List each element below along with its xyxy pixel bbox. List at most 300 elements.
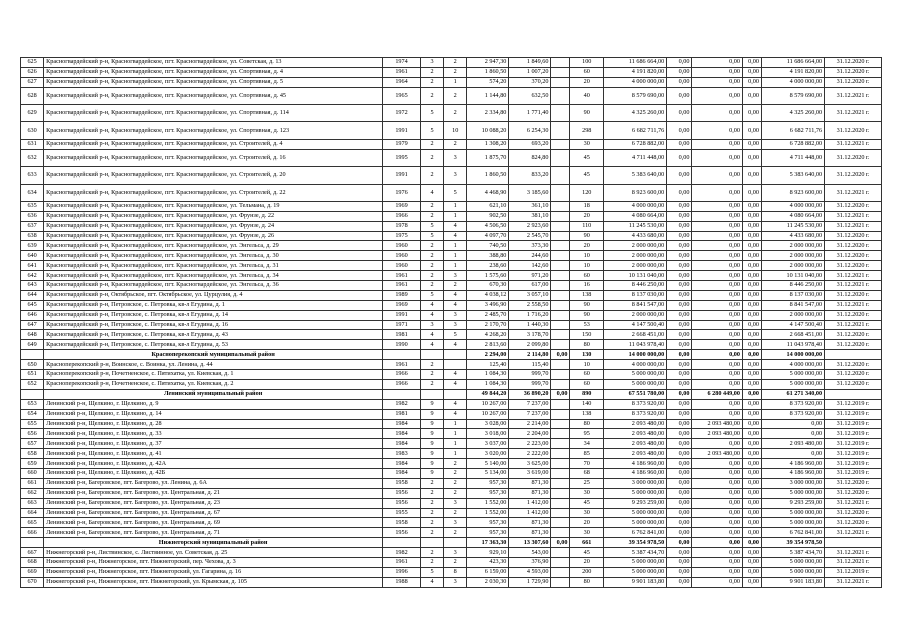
cell-year: 1971 [383,320,421,330]
cell-c12: 2 093 480,00 [761,439,824,449]
cell-c11: 0,00 [742,548,761,558]
cell-address: Ленинский р-н, Багеровское, пгт. Багерово, ул. Ленина, д. 6А [44,478,383,488]
cell-c11: 0,00 [742,429,761,439]
table-row [21,271,882,281]
cell-cost: 10 131 040,00 [604,271,667,281]
cell-area_total: 4 038,12 [467,290,509,300]
cell-c13: 31.12.2020 г. [825,251,882,261]
cell-area_living: 376,90 [509,557,551,567]
cell-c9: 0,00 [667,67,692,77]
cell-floors: 2 [420,528,443,538]
cell-c10: 0,00 [692,577,743,587]
cell-area_living: 115,40 [509,360,551,370]
cell-area_total: 2 030,30 [467,577,509,587]
cell-year: 1981 [383,409,421,419]
cell-address: Ленинский р-н, Багеровское, пгт. Багерово, ул. Центральная, д. 71 [44,528,383,538]
cell-c12: 14 000 000,00 [761,350,824,360]
cell-year: 1996 [383,567,421,577]
cell-c9: 0,00 [667,488,692,498]
cell-c9: 0,00 [667,241,692,251]
cell-area_total: 4 506,50 [467,221,509,231]
cell-area_living: 971,20 [509,271,551,281]
cell-c6 [551,201,570,211]
cell-c13: 31.12.2019 г. [825,409,882,419]
cell-year: 1984 [383,468,421,478]
cell-address: Красногвардейский р-н, Красногвардейское, пгт. Красногвардейское, ул. Фрунзе, д. 24 [44,221,383,231]
cell-year: 1964 [383,77,421,87]
cell-floors: 4 [420,577,443,587]
cell-c10: 0,00 [692,310,743,320]
cell-entrances: 2 [444,139,467,149]
cell-area_total: 574,20 [467,77,509,87]
cell-entrances: 2 [444,105,467,122]
cell-floors: 2 [420,211,443,221]
table-row [21,379,882,389]
cell-residents: 140 [570,399,604,409]
cell-c13: 31.12.2020 г. [825,518,882,528]
cell-floors: 2 [420,67,443,77]
cell-area_living: 370,20 [509,77,551,87]
cell-residents: 661 [570,538,604,548]
cell-c11: 0,00 [742,290,761,300]
cell-address: Красногвардейский р-н, Красногвардейское, пгт. Красногвардейское, ул. Энгельса, д. 34 [44,271,383,281]
cell-floors: 2 [420,77,443,87]
cell-num: 653 [21,399,44,409]
cell-area_total: 2 813,60 [467,340,509,350]
cell-c12: 5 000 000,00 [761,518,824,528]
cell-area_living: 617,00 [509,281,551,291]
cell-c10: 0,00 [692,459,743,469]
cell-area_total: 5 140,00 [467,459,509,469]
cell-floors: 2 [420,488,443,498]
cell-area_living: 142,60 [509,261,551,271]
cell-year: 1984 [383,429,421,439]
cell-entrances: 3 [444,320,467,330]
cell-c12: 6 682 711,76 [761,122,824,139]
cell-address: Нижнегорский р-н, Нижнегорское, пгт. Нижнегорский, пер. Чехова, д. 3 [44,557,383,567]
cell-area_total: 5 134,00 [467,468,509,478]
cell-num: 626 [21,67,44,77]
cell-residents: 45 [570,149,604,166]
cell-c13: 31.12.2020 г. [825,290,882,300]
cell-c13: 31.12.2020 г. [825,488,882,498]
cell-cost: 2 000 000,00 [604,241,667,251]
cell-entrances: 3 [444,548,467,558]
cell-residents: 138 [570,409,604,419]
cell-c13: 31.12.2021 г. [825,271,882,281]
cell-address: Ленинский р-н, Багеровское, пгт. Багерово, ул. Центральная, д. 69 [44,518,383,528]
cell-c9: 0,00 [667,557,692,567]
cell-c6 [551,528,570,538]
cell-address: Ленинский р-н, Багеровское, пгт. Багерово, ул. Центральная, д. 21 [44,488,383,498]
cell-c13: 31.12.2020 г. [825,261,882,271]
cell-residents: 16 [570,281,604,291]
cell-year [383,389,421,399]
cell-year: 1958 [383,478,421,488]
cell-num: 661 [21,478,44,488]
cell-address: Красногвардейский р-н, Красногвардейское, пгт. Красногвардейское, ул. Спортивная, д. 123 [44,122,383,139]
cell-cost: 4 000 000,00 [604,201,667,211]
cell-year: 1974 [383,58,421,68]
cell-area_living: 3 185,60 [509,184,551,201]
cell-floors: 2 [420,251,443,261]
cell-c12: 8 373 920,00 [761,399,824,409]
table-row [21,567,882,577]
cell-c11: 0,00 [742,439,761,449]
cell-cost: 6 728 882,00 [604,139,667,149]
cell-c9: 0,00 [667,548,692,558]
cell-cost: 5 000 000,00 [604,488,667,498]
cell-entrances: 4 [444,300,467,310]
cell-c11: 0,00 [742,409,761,419]
cell-c6 [551,310,570,320]
cell-c12: 2 000 000,00 [761,310,824,320]
cell-num: 632 [21,149,44,166]
cell-c13: 31.12.2020 г. [825,167,882,184]
cell-address: Ленинский р-н, Багеровское, пгт. Багерово, ул. Центральная, д. 23 [44,498,383,508]
table-row [21,459,882,469]
cell-cost: 9 293 259,00 [604,498,667,508]
cell-num: 641 [21,261,44,271]
cell-num: 646 [21,310,44,320]
cell-area_total: 388,80 [467,251,509,261]
cell-area_living: 2 204,00 [509,429,551,439]
cell-address: Ленинский р-н, Щелкино, г. Щелкино, д. 41 [44,449,383,459]
cell-cost: 4 147 500,40 [604,320,667,330]
cell-cost: 5 387 434,70 [604,548,667,558]
table-row [21,251,882,261]
cell-c6 [551,251,570,261]
cell-c13: 31.12.2021 г. [825,87,882,104]
cell-entrances: 2 [444,459,467,469]
cell-num: 629 [21,105,44,122]
cell-c12: 4 325 260,00 [761,105,824,122]
cell-c10: 0,00 [692,330,743,340]
cell-residents: 200 [570,567,604,577]
table-row [21,58,882,68]
table-row [21,261,882,271]
cell-area_living: 543,00 [509,548,551,558]
cell-c10: 0,00 [692,548,743,558]
cell-num: 670 [21,577,44,587]
cell-c11: 0,00 [742,370,761,380]
cell-cost: 4 080 664,00 [604,211,667,221]
table-row [21,518,882,528]
cell-floors [420,538,443,548]
cell-c12: 5 387 434,70 [761,548,824,558]
cell-address: Красногвардейский р-н, Красногвардейское, пгт. Красногвардейское, ул. Строителей, д. 16 [44,149,383,166]
cell-year: 1960 [383,261,421,271]
cell-residents: 20 [570,557,604,567]
cell-c12: 5 000 000,00 [761,488,824,498]
cell-num: 631 [21,139,44,149]
cell-num: 667 [21,548,44,558]
cell-address: Нижнегорский р-н, Листвинское, с. Листвинное, ул. Советская, д. 25 [44,548,383,558]
cell-c12: 11 686 664,00 [761,58,824,68]
cell-c11: 0,00 [742,105,761,122]
cell-entrances: 5 [444,184,467,201]
cell-c11: 0,00 [742,379,761,389]
cell-entrances: 2 [444,468,467,478]
cell-entrances [444,350,467,360]
table-row [21,557,882,567]
cell-area_living: 1 771,40 [509,105,551,122]
cell-c6 [551,449,570,459]
cell-residents: 20 [570,211,604,221]
cell-floors: 4 [420,310,443,320]
cell-area_total: 740,50 [467,241,509,251]
table-row [21,419,882,429]
cell-c9: 0,00 [667,360,692,370]
cell-num: 652 [21,379,44,389]
cell-num: 638 [21,231,44,241]
table-row [21,184,882,201]
cell-num: 668 [21,557,44,567]
cell-cost: 5 000 000,00 [604,557,667,567]
cell-area_living: 3 625,00 [509,459,551,469]
cell-cost: 11 686 664,00 [604,58,667,68]
cell-cost: 4 000 000,00 [604,360,667,370]
cell-floors: 2 [420,241,443,251]
cell-c10: 0,00 [692,538,743,548]
cell-year: 1991 [383,310,421,320]
cell-c13: 31.12.2021 г. [825,498,882,508]
cell-c13: 31.12.2020 г. [825,310,882,320]
cell-c6 [551,548,570,558]
cell-num: 650 [21,360,44,370]
cell-c9: 0,00 [667,122,692,139]
cell-c12: 4 711 448,00 [761,149,824,166]
cell-floors: 9 [420,459,443,469]
cell-c9: 0,00 [667,429,692,439]
cell-area_total: 957,30 [467,478,509,488]
cell-c6 [551,167,570,184]
group-total-row [21,389,882,399]
cell-c13 [825,350,882,360]
cell-c13: 31.12.2020 г. [825,58,882,68]
cell-c9: 0,00 [667,498,692,508]
cell-residents: 130 [570,350,604,360]
cell-c6 [551,488,570,498]
cell-area_living: 1 412,00 [509,508,551,518]
cell-c9: 0,00 [667,409,692,419]
cell-area_living: 871,30 [509,518,551,528]
cell-floors: 3 [420,320,443,330]
cell-area_living: 999,70 [509,379,551,389]
cell-c9: 0,00 [667,320,692,330]
cell-year: 1982 [383,548,421,558]
cell-cost: 5 383 640,00 [604,167,667,184]
cell-area_living: 2 223,00 [509,439,551,449]
cell-c11: 0,00 [742,498,761,508]
cell-c10: 0,00 [692,167,743,184]
cell-c10: 0,00 [692,360,743,370]
cell-c10: 0,00 [692,122,743,139]
cell-c10: 0,00 [692,87,743,104]
cell-floors: 2 [420,508,443,518]
cell-floors: 5 [420,122,443,139]
cell-c13 [825,389,882,399]
cell-c9: 0,00 [667,478,692,488]
cell-c10: 0,00 [692,478,743,488]
cell-c12: 4 433 680,00 [761,231,824,241]
cell-residents: 150 [570,330,604,340]
cell-address: Красногвардейский р-н, Красногвардейское, пгт. Красногвардейское, ул. Тельмана, д. 19 [44,201,383,211]
cell-residents: 890 [570,389,604,399]
cell-cost: 2 000 000,00 [604,251,667,261]
cell-cost: 6 682 711,76 [604,122,667,139]
cell-entrances: 3 [444,167,467,184]
cell-c13: 31.12.2020 г. [825,360,882,370]
cell-residents: 110 [570,221,604,231]
cell-c13: 31.12.2021 г. [825,548,882,558]
cell-cost: 4 711 448,00 [604,149,667,166]
cell-c6 [551,439,570,449]
cell-area_living: 2 099,80 [509,340,551,350]
cell-c12: 8 579 690,00 [761,87,824,104]
cell-address: Красноперекопский муниципальный район [44,350,383,360]
cell-address: Красногвардейский р-н, Красногвардейское, пгт. Красногвардейское, ул. Фрунзе, д. 26 [44,231,383,241]
cell-address: Красногвардейский р-н, Красногвардейское, пгт. Красногвардейское, ул. Спортивная, д. 4 [44,67,383,77]
cell-residents: 45 [570,167,604,184]
cell-c6 [551,399,570,409]
cell-area_living: 2 923,60 [509,221,551,231]
cell-area_living: 824,80 [509,149,551,166]
cell-floors: 2 [420,478,443,488]
cell-year: 1965 [383,87,421,104]
cell-c11: 0,00 [742,149,761,166]
cell-c6 [551,360,570,370]
cell-c9: 0,00 [667,149,692,166]
cell-c10: 0,00 [692,409,743,419]
cell-floors: 2 [420,139,443,149]
cell-floors [420,389,443,399]
table-row [21,528,882,538]
cell-c10: 0,00 [692,300,743,310]
cell-entrances: 4 [444,370,467,380]
cell-floors: 4 [420,330,443,340]
cell-c13: 31.12.2020 г. [825,478,882,488]
cell-area_total: 1 575,60 [467,271,509,281]
cell-c13: 31.12.2020 г. [825,241,882,251]
cell-c6 [551,58,570,68]
table-row [21,330,882,340]
cell-c6 [551,87,570,104]
cell-cost: 5 000 000,00 [604,370,667,380]
cell-entrances: 2 [444,281,467,291]
cell-year: 1960 [383,251,421,261]
cell-entrances: 1 [444,241,467,251]
cell-area_living: 693,20 [509,139,551,149]
table-row [21,320,882,330]
cell-residents: 70 [570,459,604,469]
table-row [21,340,882,350]
cell-address: Нижнегорский р-н, Нижнегорское, пгт. Нижнегорский, ул. Крымская, д. 105 [44,577,383,587]
cell-area_total: 3 496,90 [467,300,509,310]
cell-area_total: 2 294,00 [467,350,509,360]
cell-c10: 0,00 [692,488,743,498]
cell-residents: 20 [570,518,604,528]
cell-year: 1995 [383,149,421,166]
cell-entrances: 1 [444,419,467,429]
cell-c13: 31.12.2019 г. [825,439,882,449]
table-row [21,300,882,310]
cell-area_living: 373,30 [509,241,551,251]
cell-num: 635 [21,201,44,211]
cell-c13: 31.12.2021 г. [825,105,882,122]
cell-area_total: 4 097,70 [467,231,509,241]
cell-residents: 30 [570,488,604,498]
table-row [21,122,882,139]
cell-cost: 4 433 680,00 [604,231,667,241]
cell-c9: 0,00 [667,577,692,587]
cell-residents: 80 [570,577,604,587]
cell-c9: 0,00 [667,518,692,528]
cell-entrances: 2 [444,67,467,77]
cell-entrances: 2 [444,478,467,488]
cell-residents: 298 [570,122,604,139]
cell-c13: 31.12.2020 г. [825,149,882,166]
cell-year: 1956 [383,528,421,538]
cell-cost: 11 245 530,00 [604,221,667,231]
cell-c12: 5 000 000,00 [761,370,824,380]
cell-c6 [551,429,570,439]
cell-c9: 0,00 [667,139,692,149]
cell-entrances: 2 [444,508,467,518]
cell-c10: 0,00 [692,139,743,149]
cell-c9: 0,00 [667,231,692,241]
cell-year: 1984 [383,439,421,449]
cell-c12: 6 728 882,00 [761,139,824,149]
cell-c10: 0,00 [692,399,743,409]
cell-c6 [551,67,570,77]
cell-num: 645 [21,300,44,310]
cell-c12: 4 191 820,00 [761,67,824,77]
cell-entrances [444,389,467,399]
table-row [21,449,882,459]
cell-area_living: 833,20 [509,167,551,184]
cell-num: 657 [21,439,44,449]
cell-c13: 31.12.2020 г. [825,231,882,241]
cell-residents: 45 [570,548,604,558]
table-row [21,478,882,488]
cell-entrances: 2 [444,557,467,567]
cell-area_living: 632,50 [509,87,551,104]
cell-c12: 5 000 000,00 [761,508,824,518]
cell-area_total: 1 875,70 [467,149,509,166]
cell-c12: 8 923 600,00 [761,184,824,201]
cell-c13: 31.12.2021 г. [825,320,882,330]
cell-area_living: 2 214,00 [509,419,551,429]
cell-area_living: 2 545,70 [509,231,551,241]
cell-c11: 0,00 [742,221,761,231]
cell-c10: 2 093 480,00 [692,429,743,439]
cell-address: Красногвардейский р-н, Красногвардейское, пгт. Красногвардейское, ул. Советская, д. 13 [44,58,383,68]
cell-address: Ленинский муниципальный район [44,389,383,399]
cell-entrances: 1 [444,261,467,271]
cell-c6 [551,261,570,271]
cell-floors: 2 [420,149,443,166]
cell-cost: 8 446 250,00 [604,281,667,291]
cell-area_total: 4 468,90 [467,184,509,201]
cell-floors: 2 [420,548,443,558]
cell-c10: 0,00 [692,518,743,528]
table-row [21,221,882,231]
cell-year: 1960 [383,241,421,251]
cell-floors: 3 [420,58,443,68]
cell-year: 1966 [383,370,421,380]
cell-year: 1978 [383,221,421,231]
